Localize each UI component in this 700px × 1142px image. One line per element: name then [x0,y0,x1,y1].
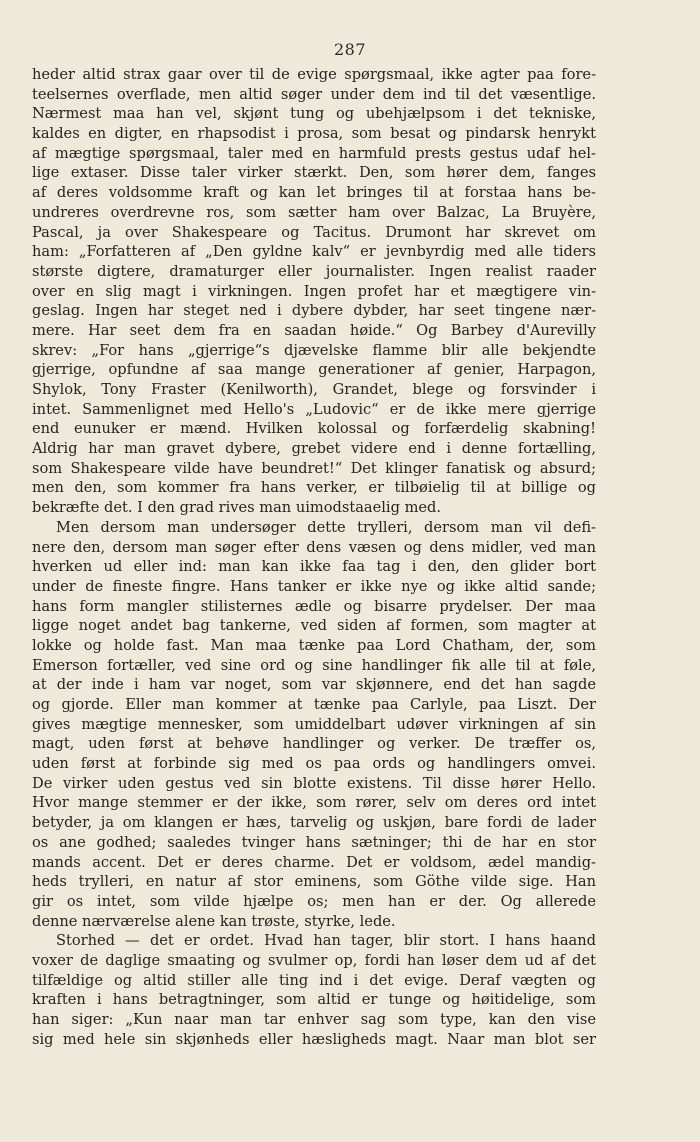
text-line: magt, uden først at behøve handlinger og verker. De træffer os, [32,735,596,753]
text-line: han siger: „Kun naar man tar enhver sag som type, kan den vise [32,1011,596,1028]
text-line: sig med hele sin skjønheds eller hæsligheds magt. Naar man blot ser [32,1030,596,1048]
text-line: hverken ud eller ind: man kan ikke faa tag i den, den glider bort [32,558,596,576]
text-line: undreres overdrevne ros, som sætter ham over Balzac, La Bruyère, [32,203,596,221]
text-line: af mægtige spørgsmaal, taler med en harmfuld prests gestus udaf hel- [32,144,596,162]
text-line: betyder, ja om klangen er hæs, tarvelig og uskjøn, bare fordi de lader [32,814,596,832]
text-line: Hvor mange stemmer er der ikke, som rører, selv om deres ord intet [32,794,596,812]
text-line: gir os intet, som vilde hjælpe os; men han er der. Og allerede [32,892,596,910]
text-line: Emerson fortæller, ved sine ord og sine handlinger fik alle til at føle, [32,656,596,674]
paragraph-end-line: bekræfte det. I den grad rives man uimodstaaelig med. [32,499,442,517]
text-line: nere den, dersom man søger efter dens væsen og dens midler, ved man [32,538,596,556]
paragraph-start-line: Storhed — det er ordet. Hvad han tager, blir stort. I hans haand [56,932,596,950]
text-line: af deres voldsomme kraft og kan let bringes til at forstaa hans be- [32,184,596,202]
text-line: største digtere, dramaturger eller journalister. Ingen realist raader [32,262,596,280]
text-line: heder altid strax gaar over til de evige spørgsmaal, ikke agter paa fore- [32,66,596,83]
text-line: men den, som kommer fra hans verker, er tilbøielig til at billige og [32,479,596,497]
body-text [32,65,596,1049]
text-line: over en slig magt i virkningen. Ingen profet har et mægtigere vin- [32,282,596,300]
text-line: end eunuker er mænd. Hvilken kolossal og forfærdelig skabning! [32,420,596,438]
text-line: kaldes en digter, en rhapsodist i prosa, som besat og pindarsk henrykt [32,125,596,143]
text-line: mands accent. Det er deres charme. Det er voldsom, ædel mandig- [32,853,596,871]
text-line: lokke og holde fast. Man maa tænke paa Lord Chatham, der, som [32,636,596,654]
text-line: heds trylleri, en natur af stor eminens, som Göthe vilde sige. Han [32,873,596,891]
text-line: Pascal, ja over Shakespeare og Tacitus. Drumont har skrevet om [32,223,596,241]
text-line: gjerrige, opfundne af saa mange generationer af genier, Harpagon, [32,361,596,379]
text-line: Nærmest maa han vel, skjønt tung og ubehjælpsom i det tekniske, [32,105,596,123]
text-line: Aldrig har man gravet dybere, grebet videre end i denne fortælling, [32,440,596,458]
text-line: ligge noget andet bag tankerne, ved siden af formen, som magter at [32,617,596,635]
text-line: teelsernes overflade, men altid søger under dem ind til det væsentlige. [32,85,596,103]
text-line: Shylok, Tony Fraster (Kenilworth), Grandet, blege og forsvinder i [32,381,596,398]
text-line: ham: „Forfatteren af „Den gyldne kalv“ er jevnbyrdig med alle tiders [32,243,596,261]
text-line: tilfældige og altid stiller alle ting ind i det evige. Deraf vægten og [32,971,596,989]
text-line: uden først at forbinde sig med os paa ords og handlingers omvei. [32,755,596,773]
text-line: De virker uden gestus ved sin blotte existens. Til disse hører Hello. [32,774,596,792]
text-line: geslag. Ingen har steget ned i dybere dybder, har seet tingene nær- [32,302,596,320]
paragraph-end-line: denne nærværelse alene kan trøste, styrke, lede. [32,912,396,930]
text-line: skrev: „For hans „gjerrige“s djævelske flamme blir alle bekjendte [32,341,596,359]
text-line: hans form mangler stilisternes ædle og bisarre prydelser. Der maa [32,597,596,615]
text-line: at der inde i ham var noget, som var skjønnere, end det han sagde [32,676,596,694]
text-line: voxer de daglige smaating og svulmer op, fordi han løser dem ud af det [32,951,596,969]
text-line: intet. Sammenlignet med Hello's „Ludovic“ er de ikke mere gjerrige [32,400,596,418]
text-line: lige extaser. Disse taler virker stærkt. Den, som hører dem, fanges [32,164,596,182]
text-line: og gjorde. Eller man kommer at tænke paa Carlyle, paa Liszt. Der [32,696,596,713]
text-line: mere. Har seet dem fra en saadan høide.“ Og Barbey d'Aurevilly [32,321,596,339]
text-line: under de fineste fingre. Hans tanker er ikke nye og ikke altid sande; [32,577,596,595]
text-line: kraften i hans betragtninger, som altid er tunge og høitidelige, som [32,991,596,1009]
text-line: som Shakespeare vilde have beundret!“ Det klinger fanatisk og absurd; [32,459,596,477]
text-line: os ane godhed; saaledes tvinger hans sætninger; thi de har en stor [32,833,596,851]
page-number: 287 [333,40,367,59]
paragraph-start-line: Men dersom man undersøger dette trylleri, dersom man vil defi- [56,518,596,536]
text-line: gives mægtige mennesker, som umiddelbart udøver virkningen af sin [32,715,596,733]
